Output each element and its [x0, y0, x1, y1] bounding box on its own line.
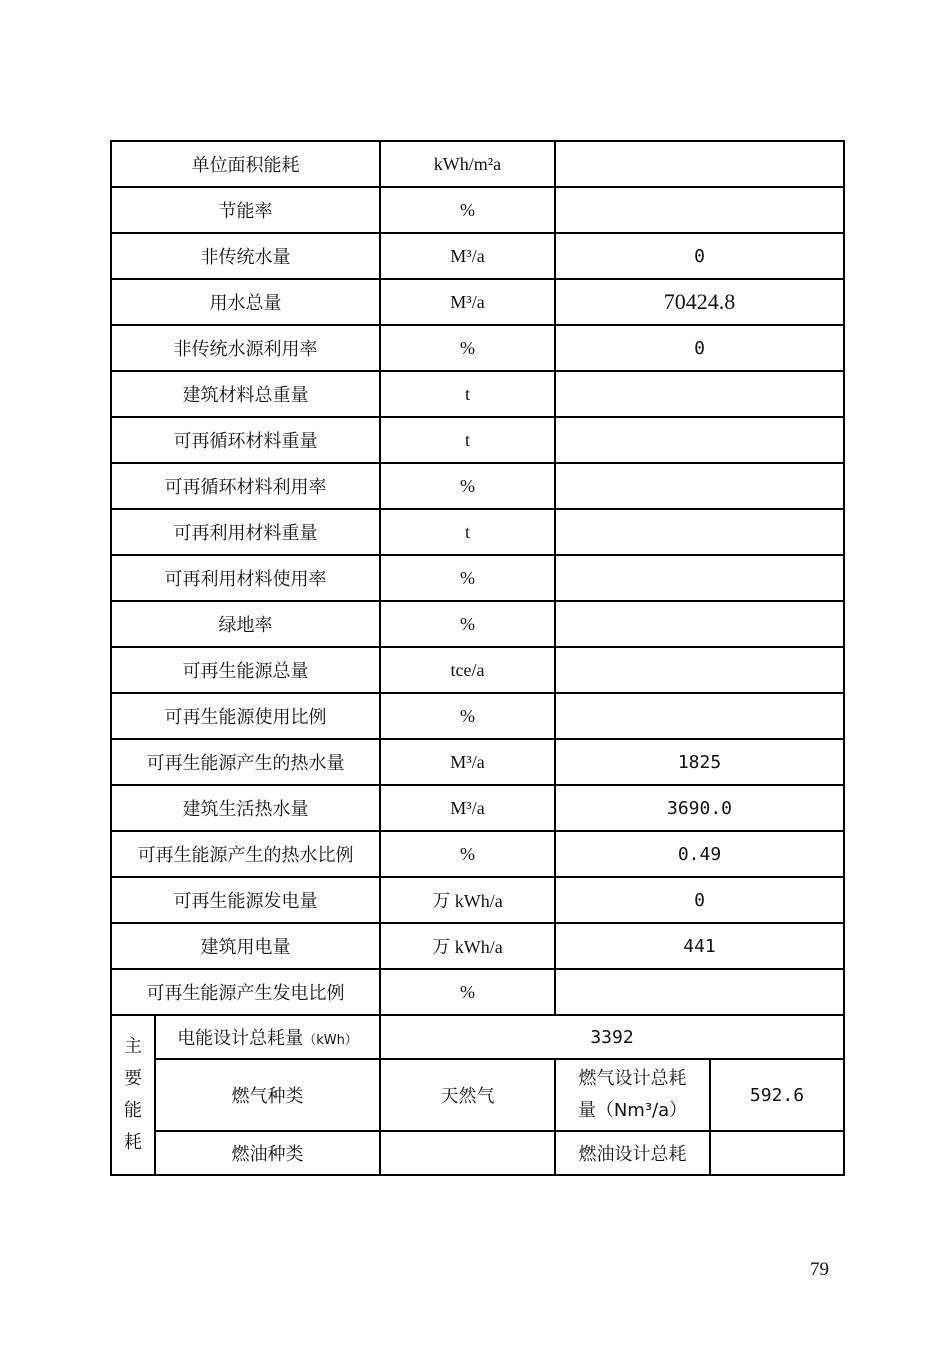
row-value: 441 [555, 923, 844, 969]
row-value [555, 463, 844, 509]
row-label: 可再生能源产生的热水比例 [111, 831, 380, 877]
table-row [111, 555, 844, 601]
row-label: 可再循环材料利用率 [111, 463, 380, 509]
row-value [555, 555, 844, 601]
row-label: 建筑用电量 [111, 923, 380, 969]
row-value [555, 647, 844, 693]
table-row [111, 647, 844, 693]
row-label: 非传统水源利用率 [111, 325, 380, 371]
oil-total-label: 燃油设计总耗 [555, 1131, 710, 1175]
electric-total-label: 电能设计总耗量（kWh） [155, 1015, 380, 1059]
row-unit: % [380, 831, 555, 877]
table-row [111, 141, 844, 187]
gas-type-value: 天然气 [380, 1059, 555, 1131]
row-value: 1825 [555, 739, 844, 785]
table-row [111, 923, 844, 969]
table-row [111, 371, 844, 417]
gas-total-label: 燃气设计总耗 量（Nm³/a） [555, 1059, 710, 1131]
table-row [111, 187, 844, 233]
row-value [555, 693, 844, 739]
row-label: 绿地率 [111, 601, 380, 647]
row-unit: M³/a [380, 785, 555, 831]
row-value: 3690.0 [555, 785, 844, 831]
row-label: 节能率 [111, 187, 380, 233]
gas-type-label: 燃气种类 [155, 1059, 380, 1131]
table-row [111, 325, 844, 371]
row-label: 可再生能源发电量 [111, 877, 380, 923]
row-unit: M³/a [380, 279, 555, 325]
table-row [111, 233, 844, 279]
row-value [555, 141, 844, 187]
row-unit: M³/a [380, 233, 555, 279]
oil-type-label: 燃油种类 [155, 1131, 380, 1175]
row-label: 可再循环材料重量 [111, 417, 380, 463]
row-value: 0 [555, 325, 844, 371]
table-row [111, 601, 844, 647]
row-label: 可再生能源总量 [111, 647, 380, 693]
row-value: 70424.8 [555, 279, 844, 325]
row-value [555, 601, 844, 647]
row-unit: % [380, 555, 555, 601]
table-row [111, 417, 844, 463]
row-label: 非传统水量 [111, 233, 380, 279]
table-row [111, 279, 844, 325]
row-unit: % [380, 187, 555, 233]
table-row [111, 877, 844, 923]
table-row [111, 969, 844, 1015]
row-label: 可再利用材料使用率 [111, 555, 380, 601]
row-value [555, 371, 844, 417]
row-value [555, 417, 844, 463]
table-row [111, 463, 844, 509]
row-label: 单位面积能耗 [111, 141, 380, 187]
row-value: 0 [555, 233, 844, 279]
page-number: 79 [810, 1259, 829, 1280]
row-unit: 万 kWh/a [380, 923, 555, 969]
row-unit: kWh/m²a [380, 141, 555, 187]
row-label: 可再生能源产生发电比例 [111, 969, 380, 1015]
row-value [555, 509, 844, 555]
row-unit: tce/a [380, 647, 555, 693]
energy-group-label: 主 要 能 耗 [111, 1015, 155, 1175]
row-unit: % [380, 693, 555, 739]
oil-total-value [710, 1131, 844, 1175]
table-row [111, 509, 844, 555]
table-row [111, 693, 844, 739]
table-row [111, 831, 844, 877]
row-unit: % [380, 969, 555, 1015]
row-unit: 万 kWh/a [380, 877, 555, 923]
gas-total-value: 592.6 [710, 1059, 844, 1131]
row-label: 建筑生活热水量 [111, 785, 380, 831]
oil-type-value [380, 1131, 555, 1175]
row-unit: t [380, 417, 555, 463]
energy-row-electric [111, 1015, 844, 1059]
row-unit: M³/a [380, 739, 555, 785]
row-unit: t [380, 509, 555, 555]
electric-total-value: 3392 [380, 1015, 844, 1059]
table-row [111, 739, 844, 785]
row-value: 0.49 [555, 831, 844, 877]
row-label: 可再生能源使用比例 [111, 693, 380, 739]
row-unit: % [380, 601, 555, 647]
table-row [111, 785, 844, 831]
energy-row-gas [111, 1059, 844, 1131]
row-unit: t [380, 371, 555, 417]
data-table [110, 140, 845, 1176]
row-value [555, 969, 844, 1015]
row-unit: % [380, 325, 555, 371]
row-value: 0 [555, 877, 844, 923]
energy-row-oil [111, 1131, 844, 1175]
row-value [555, 187, 844, 233]
row-label: 可再利用材料重量 [111, 509, 380, 555]
row-label: 用水总量 [111, 279, 380, 325]
row-label: 建筑材料总重量 [111, 371, 380, 417]
row-label: 可再生能源产生的热水量 [111, 739, 380, 785]
row-unit: % [380, 463, 555, 509]
